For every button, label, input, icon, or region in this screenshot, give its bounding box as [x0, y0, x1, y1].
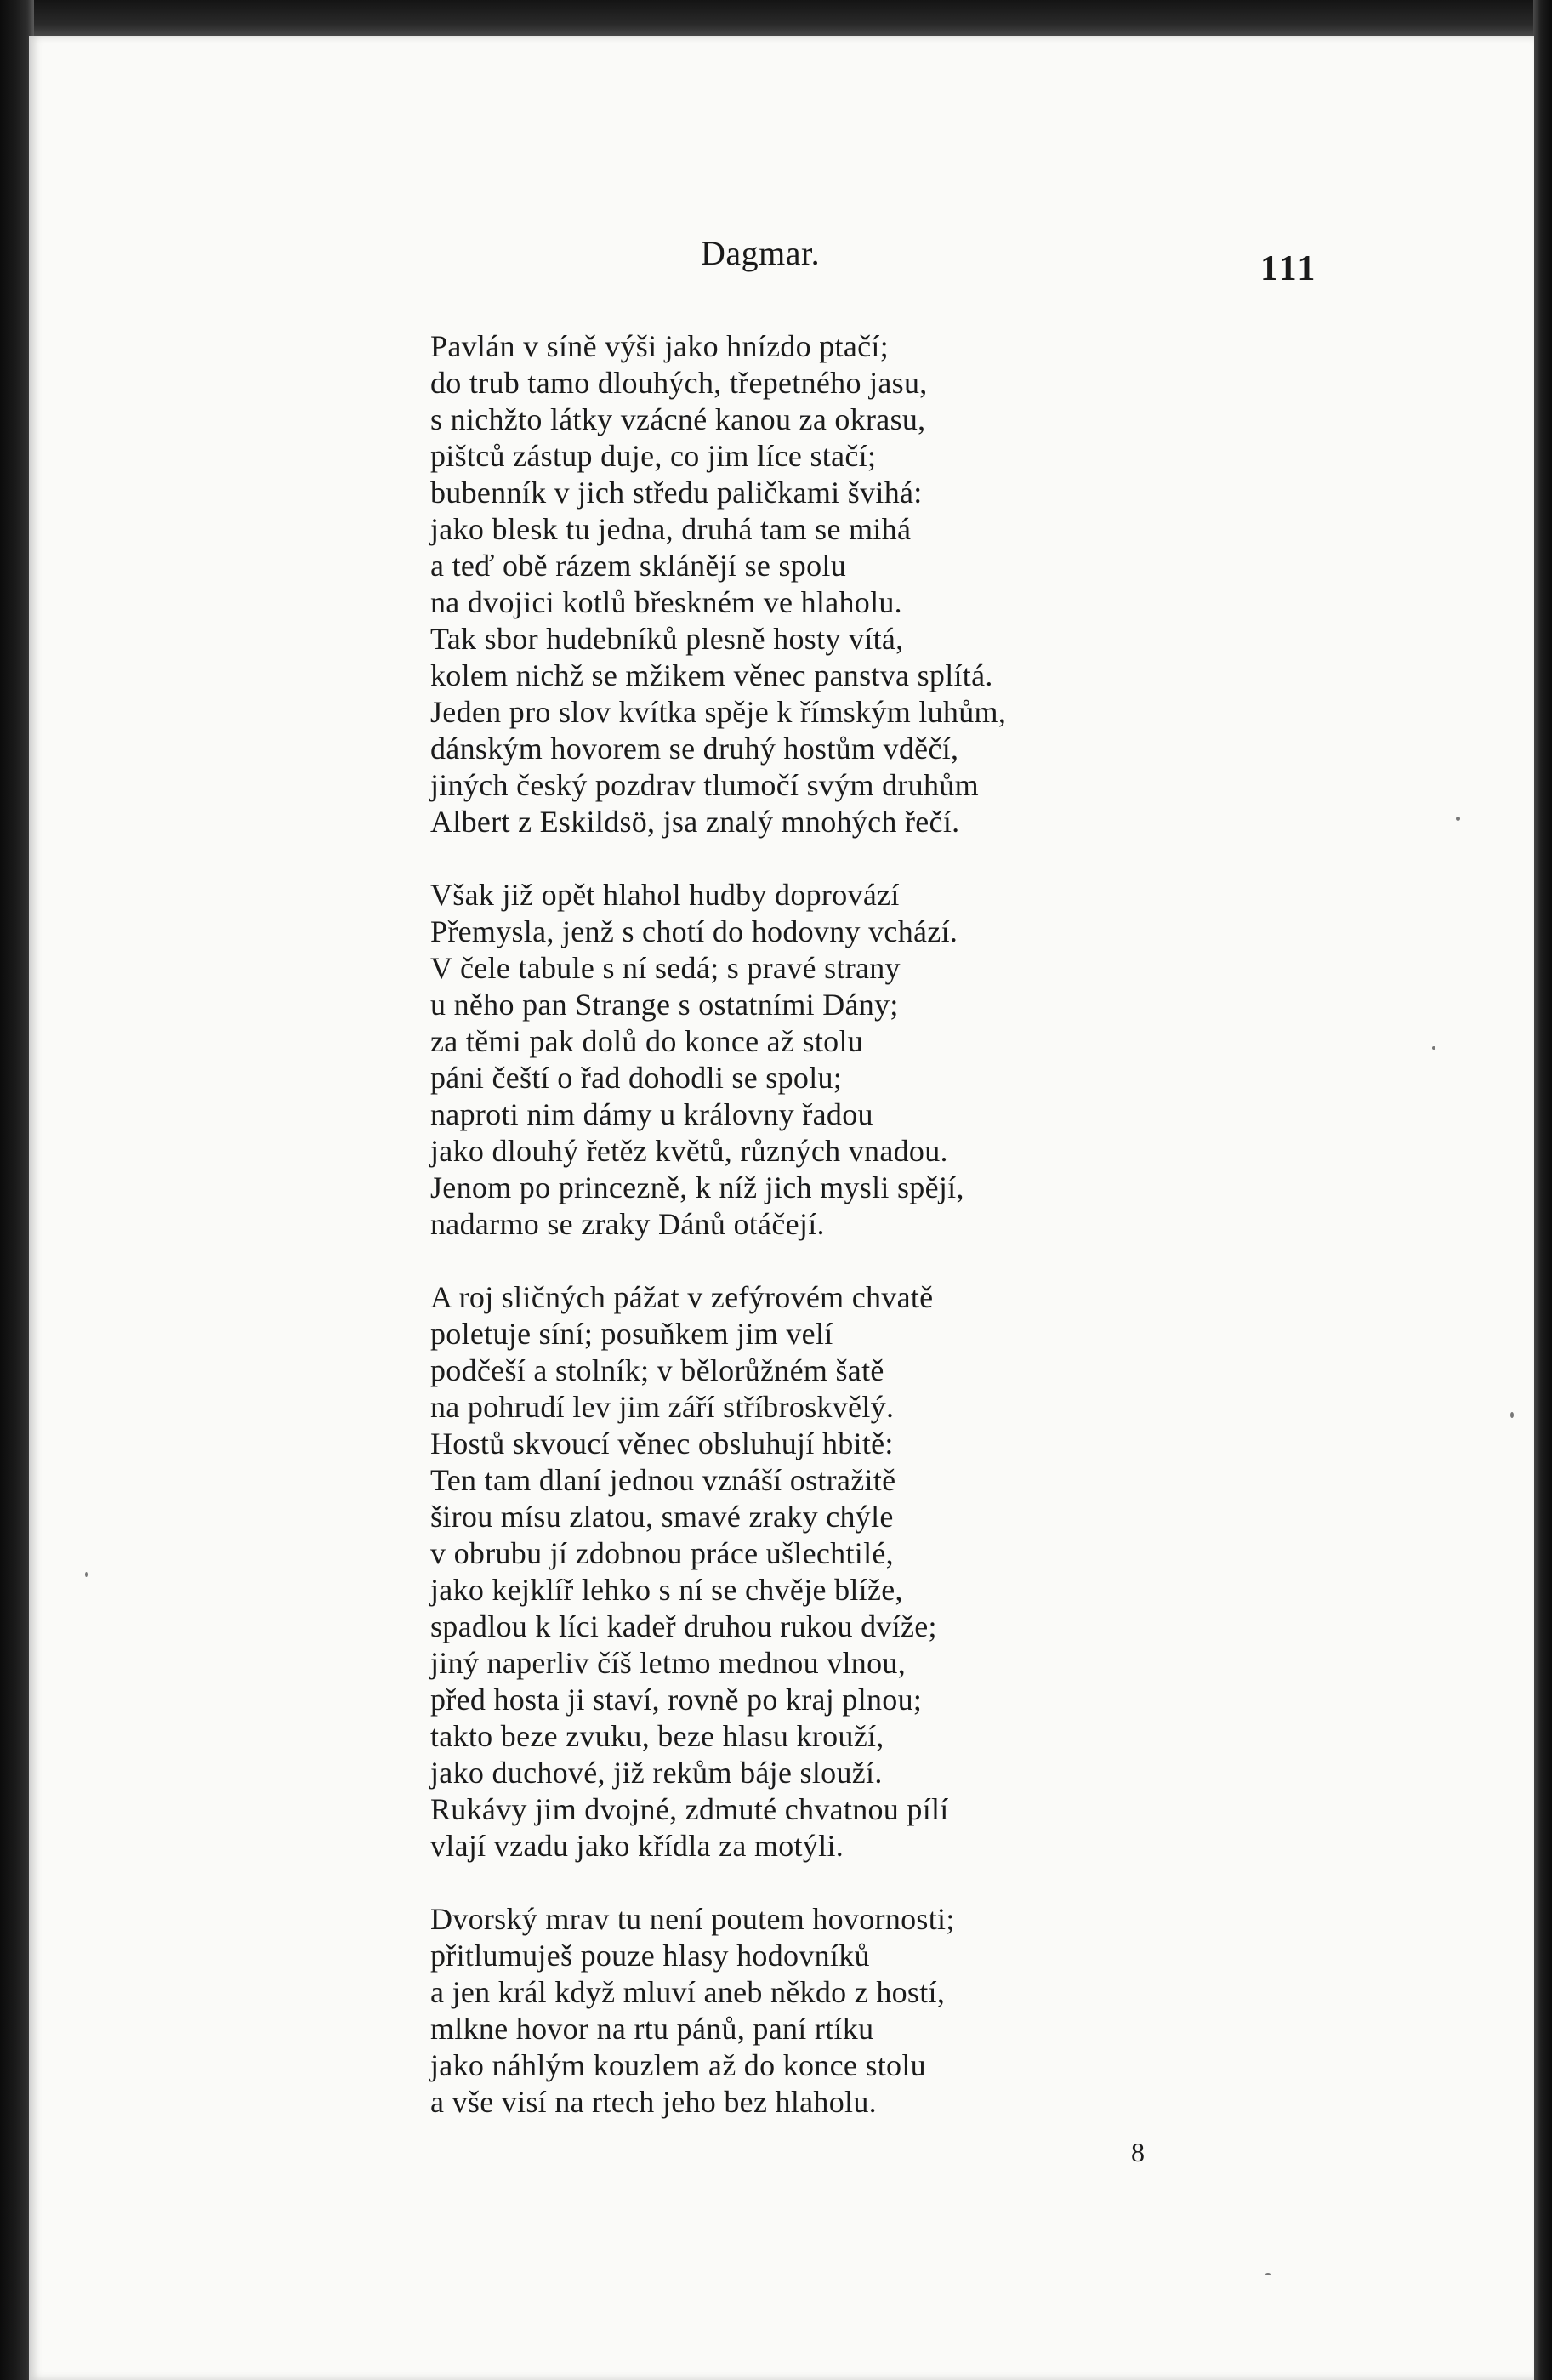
verse-line: Však již opět hlahol hudby doprovází [430, 878, 900, 912]
verse-line: v obrubu jí zdobnou práce ušlechtilé, [430, 1536, 894, 1570]
verse-line: Přemysla, jenž s chotí do hodovny vchází. [430, 914, 958, 948]
verse-line: Tak sbor hudebníků plesně hosty vítá, [430, 622, 904, 656]
verse-line: jako kejklíř lehko s ní se chvěje blíže, [430, 1573, 903, 1607]
verse-line: širou mísu zlatou, smavé zraky chýle [430, 1500, 894, 1534]
verse-line: V čele tabule s ní sedá; s pravé strany [430, 951, 901, 985]
scan-top-edge [0, 0, 1552, 41]
verse-line: za těmi pak dolů do konce až stolu [430, 1024, 864, 1058]
verse-line: Albert z Eskildsö, jsa znalý mnohých řečí. [430, 805, 960, 839]
verse-line: A roj sličných pážat v zefýrovém chvatě [430, 1280, 934, 1314]
verse-line: pištců zástup duje, co jim líce stačí; [430, 439, 877, 473]
verse-line: dánským hovorem se druhý hostům vděčí, [430, 732, 959, 766]
book-page [29, 36, 1534, 2380]
verse-line: na dvojici kotlů břeskném ve hlaholu. [430, 585, 902, 619]
verse-line: nadarmo se zraky Dánů otáčejí. [430, 1207, 825, 1241]
scan-speck [85, 1572, 88, 1577]
verse-line: kolem nichž se mžikem věnec panstva splítá. [430, 658, 993, 692]
verse-line: páni čeští o řad dohodli se spolu; [430, 1061, 843, 1095]
verse-line: jako náhlým kouzlem až do konce stolu [430, 2048, 926, 2082]
verse-line: Rukávy jim dvojné, zdmuté chvatnou pílí [430, 1792, 949, 1826]
running-title: Dagmar. [701, 234, 821, 272]
verse-line: před hosta ji staví, rovně po kraj plnou; [430, 1683, 923, 1717]
verse-line: jiných český pozdrav tlumočí svým druhům [430, 768, 979, 802]
page-number: 111 [1260, 249, 1318, 288]
verse-line: a vše visí na rtech jeho bez hlaholu. [430, 2085, 877, 2119]
verse-line: Jenom po princezně, k níž jich mysli spějí, [430, 1170, 964, 1204]
verse-line: bubenník v jich středu paličkami švihá: [430, 475, 923, 510]
verse-line: u něho pan Strange s ostatními Dány; [430, 988, 899, 1022]
verse-line: a jen král když mluví aneb někdo z hostí, [430, 1975, 946, 2009]
verse-line: jako duchové, již rekům báje slouží. [430, 1756, 883, 1790]
verse-line: Dvorský mrav tu není poutem hovornosti; [430, 1902, 955, 1936]
stanza [430, 877, 1552, 1243]
verse-line: naproti nim dámy u královny řadou [430, 1097, 873, 1131]
verse-line: jiný naperliv číš letmo mednou vlnou, [430, 1646, 907, 1680]
verse-line: do trub tamo dlouhých, třepetného jasu, [430, 366, 928, 400]
stanza [430, 1279, 1552, 1865]
stanza [430, 328, 1552, 840]
verse-line: spadlou k líci kadeř druhou rukou dvíže; [430, 1609, 937, 1643]
verse-line: takto beze zvuku, beze hlasu krouží, [430, 1719, 884, 1753]
verse-line: jako dlouhý řetěz květů, různých vnadou. [430, 1134, 948, 1168]
verse-line: Hostů skvoucí věnec obsluhují hbitě: [430, 1426, 894, 1460]
verse-line: vlají vzadu jako křídla za motýli. [430, 1829, 844, 1863]
verse-line: s nichžto látky vzácné kanou za okrasu, [430, 402, 926, 436]
scan-speck [1432, 1046, 1435, 1050]
verse-line: Pavlán v síně výši jako hnízdo ptačí; [430, 329, 890, 363]
signature-mark: 8 [1131, 2137, 1145, 2167]
verse-line: Ten tam dlaní jednou vznáší ostražitě [430, 1463, 896, 1497]
verse-line: přitlumuješ pouze hlasy hodovníků [430, 1939, 870, 1973]
verse-line: podčeší a stolník; v bělorůžném šatě [430, 1353, 884, 1387]
scan-speck [1456, 817, 1460, 821]
verse-line: a teď obě rázem sklánějí se spolu [430, 549, 847, 583]
verse-line: mlkne hovor na rtu pánů, paní rtíku [430, 2012, 874, 2046]
scan-speck [1510, 1412, 1514, 1418]
verse-line: Jeden pro slov kvítka spěje k římským luhům, [430, 695, 1007, 729]
verse-line: na pohrudí lev jim září stříbroskvělý. [430, 1390, 895, 1424]
verse-line: jako blesk tu jedna, druhá tam se mihá [430, 512, 912, 546]
scan-speck [1265, 2273, 1271, 2275]
poem-body [430, 328, 1552, 2121]
verse-line: poletuje síní; posuňkem jim velí [430, 1317, 833, 1351]
stanza [430, 1901, 1552, 2121]
